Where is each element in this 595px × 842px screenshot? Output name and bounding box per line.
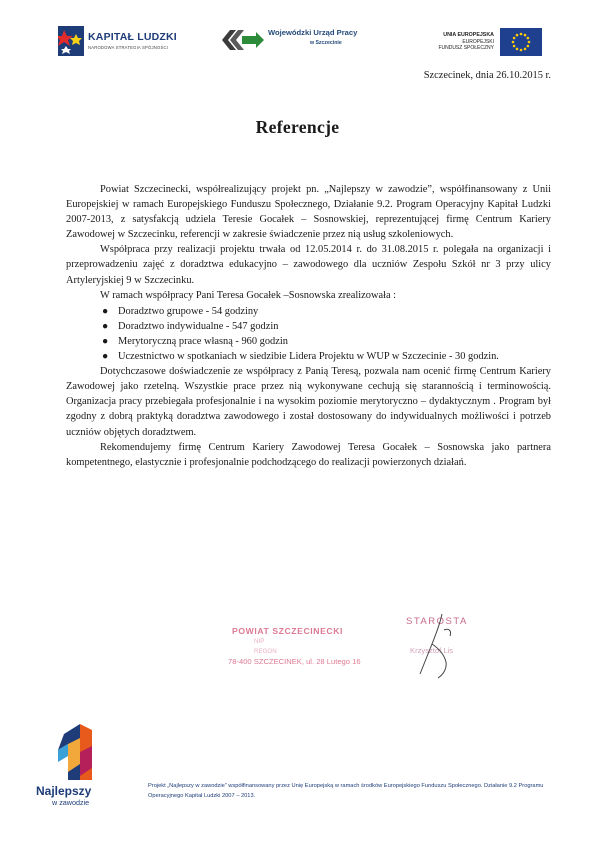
starosta-stamp	[398, 612, 488, 682]
paragraph-intro: Powiat Szczecinecki, współrealizujący projekt pn. „Najlepszy w zawodzie”, współfinansowany z Unii Europejskiej w ramach Europejskiego Funduszu Społecznego, Działanie 9.2. Program Operacyjny Kapitał Ludzki 2007-2013, z satysfakcją udziela Teresie Gocałek – Sosnowskiej, reprezentującej firmę Centrum Kariery Zawodowej w Szczecinku, referencji w zakresie świadczenie przez nią usług szkoleniowych.	[66, 184, 551, 241]
bullet-icon: ●	[102, 335, 109, 347]
county-stamp	[224, 623, 386, 671]
paragraph-list-intro: W ramach współpracy Pani Teresa Gocałek –Sosnowska zrealizowała :	[100, 289, 397, 301]
signature-icon	[398, 612, 488, 682]
paragraph-cooperation-period: Współpraca przy realizacji projektu trwała od 12.05.2014 r. do 31.08.2015 r. polegała na organizacji i przeprowadzeniu zajęć z doradztwa edukacyjno – zawodowego dla uczniów Zespołu Szkół nr 3 przy ulicy Artyleryjskiej 9 w Szczecinku.	[66, 244, 551, 286]
county-stamp-regon: REGON	[254, 648, 277, 655]
county-stamp-address: 78-400 SZCZECINEK, ul. 28 Lutego 16	[228, 657, 361, 666]
paragraph-recommendation: Rekomendujemy firmę Centrum Kariery Zawodowej Teresa Gocałek – Sosnowska jako partnera kompetentnego, elastycznie i profesjonalnie podchodzącego do realizacji powierzonych działań.	[66, 441, 551, 468]
document-date: Szczecinek, dnia 26.10.2015 r.	[423, 70, 551, 81]
footer-project-note: Projekt „Najlepszy w zawodzie” współfinansowany przez Unię Europejską w ramach środków Europejskiego Funduszu Społecznego. Działanie 9.2 Programu Operacyjnego Kapitał Ludzki 2007 – 2013.	[148, 783, 544, 799]
wup-logo	[222, 22, 382, 56]
kapital-ludzki-subtitle: NARODOWA STRATEGIA SPÓJNOŚCI	[88, 45, 169, 50]
bullet-icon: ●	[102, 320, 109, 332]
list-item: ● Uczestnictwo w spotkaniach w siedzibie Lidera Projektu w WUP w Szczecinie - 30 godzin.	[118, 349, 551, 364]
county-stamp-nip: NIP	[254, 638, 265, 645]
wup-title: Wojewódzki Urząd Pracy	[268, 28, 358, 37]
eu-logo	[404, 26, 542, 58]
list-item: ● Doradztwo grupowe - 54 godziny	[118, 304, 551, 319]
document-title: Referencje	[255, 117, 340, 137]
letter-body	[66, 182, 551, 470]
paragraph-experience: Dotychczasowe doświadczenie ze współpracy z Panią Teresą, pozwala nam ocenić firmę Centrum Kariery Zawodowej jako rzetelną. Wszystkie prace przez nią wykonywane cechują się starannością i terminowością. Organizacja pracy przebiegała profesjonalnie i na wysokim poziomie merytoryczno – dydaktycznym . Program był zgodny z dobrą praktyką doradztwa zawodowego i został dostosowany do indywidualnych możliwości i potrzeb uczniów objętych doradztwem.	[66, 366, 551, 438]
starosta-stamp-name: Krzysztof Lis	[410, 646, 454, 655]
list-item: ● Merytoryczną prace własną - 960 godzin	[118, 334, 551, 349]
eu-label-fund: FUNDUSZ SPOŁECZNY	[438, 45, 494, 51]
wup-arrows-icon	[222, 26, 264, 52]
wup-city: w Szczecinie	[310, 40, 342, 46]
kapital-ludzki-title: KAPITAŁ LUDZKI	[88, 31, 177, 43]
najlepszy-logo-icon	[54, 724, 104, 780]
najlepszy-logo-name: Najlepszy	[36, 784, 92, 798]
kapital-ludzki-icon	[58, 26, 84, 56]
eu-label-european: EUROPEJSKI	[462, 39, 494, 45]
starosta-stamp-title: STAROSTA	[406, 616, 468, 627]
bullet-icon: ●	[102, 351, 109, 363]
eu-label-union: UNIA EUROPEJSKA	[443, 32, 494, 38]
list-item: ● Doradztwo indywidualne - 547 godzin	[118, 319, 551, 334]
eu-flag-icon	[500, 28, 542, 56]
kapital-ludzki-logo	[58, 24, 188, 60]
bullet-icon: ●	[102, 305, 109, 317]
services-list	[66, 304, 551, 364]
county-stamp-name: POWIAT SZCZECINECKI	[232, 626, 344, 636]
najlepszy-logo-subtitle: w zawodzie	[52, 798, 90, 807]
